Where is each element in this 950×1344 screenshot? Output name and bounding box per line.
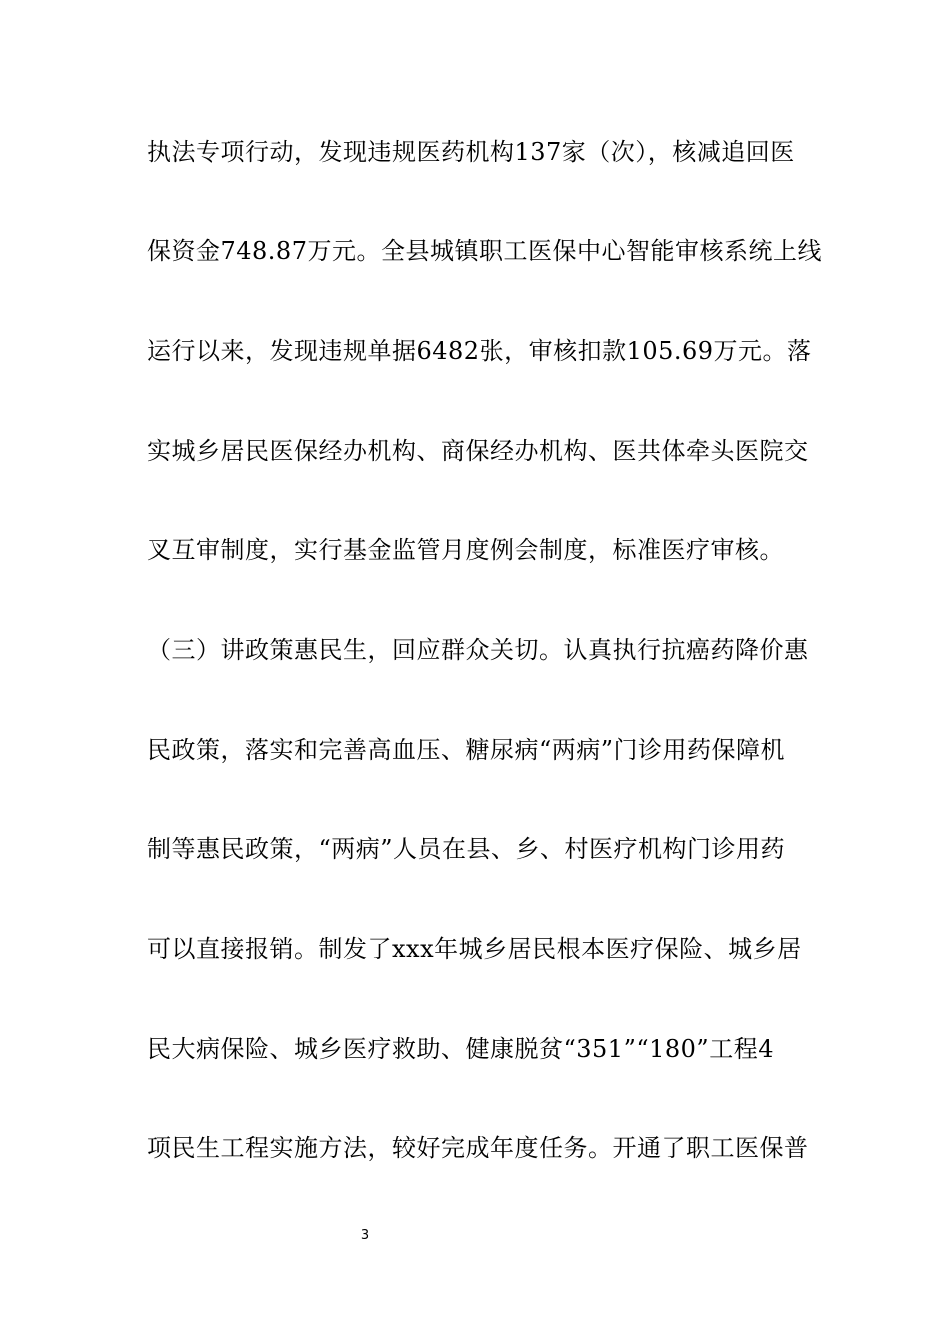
page-number: 3 <box>360 1228 370 1243</box>
text-line-3: 运行以来，发现违规单据6482张，审核扣款105.69万元。落 <box>147 337 812 365</box>
text-line-8: 制等惠民政策，“两病”人员在县、乡、村医疗机构门诊用药 <box>147 835 786 863</box>
text-line-11: 项民生工程实施方法，较好完成年度任务。开通了职工医保普 <box>147 1134 809 1162</box>
text-line-1: 执法专项行动，发现违规医药机构137家（次），核减追回医 <box>147 138 795 166</box>
text-line-4: 实城乡居民医保经办机构、商保经办机构、医共体牵头医院交 <box>147 437 809 465</box>
text-line-7: 民政策，落实和完善高血压、糖尿病“两病”门诊用药保障机 <box>147 736 786 764</box>
text-line-10: 民大病保险、城乡医疗救助、健康脱贫“351”“180”工程4 <box>147 1035 774 1063</box>
text-line-5: 叉互审制度，实行基金监管月度例会制度，标准医疗审核。 <box>147 536 784 564</box>
text-line-6: （三）讲政策惠民生，回应群众关切。认真执行抗癌药降价惠 <box>147 636 809 664</box>
text-line-9: 可以直接报销。制发了xxx年城乡居民根本医疗保险、城乡居 <box>147 935 802 963</box>
text-line-2: 保资金748.87万元。全县城镇职工医保中心智能审核系统上线 <box>147 237 822 265</box>
